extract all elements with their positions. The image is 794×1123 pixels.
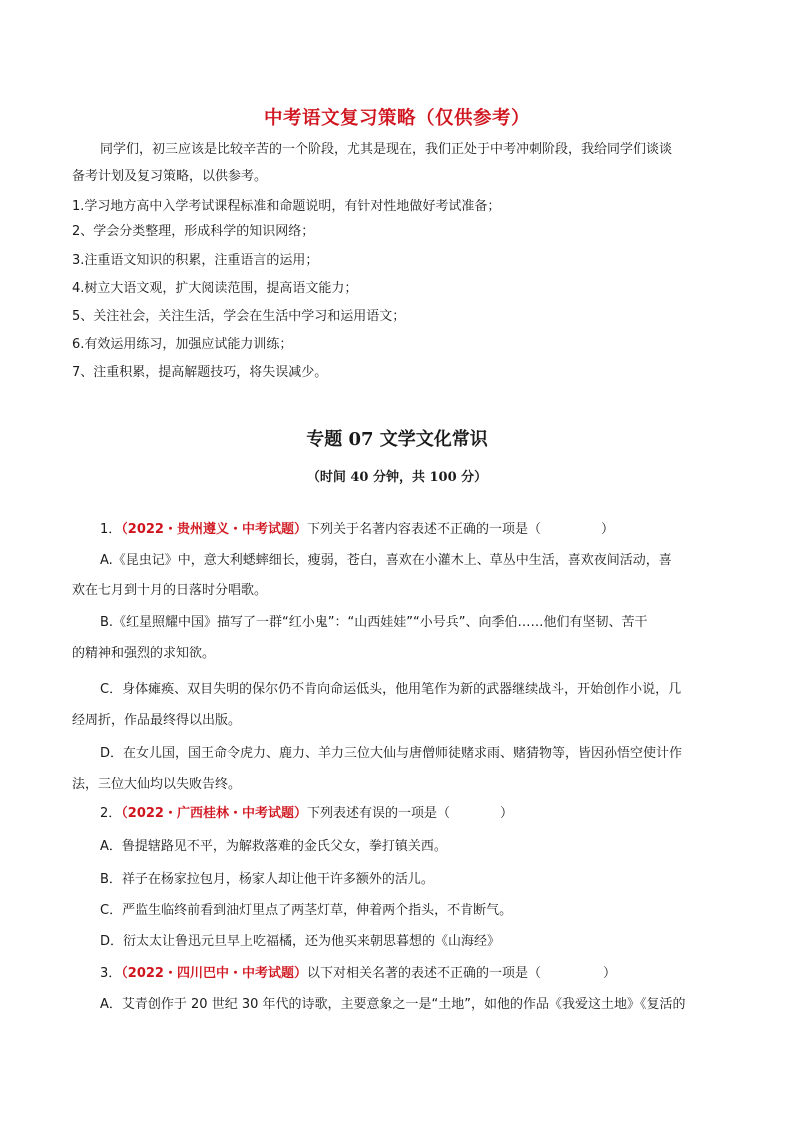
question-1-option-d-line-2: 法，三位大仙均以失败告终。 (72, 777, 242, 792)
strategy-item-3: 3.注重语文知识的积累，注重语言的运用； (72, 253, 319, 268)
question-2-source: （2022・广西桂林・中考试题） (121, 806, 307, 821)
question-1-option-b-line-2: 的精神和强烈的求知欲。 (72, 646, 216, 661)
question-1-option-c-line-1: C．身体瘫痪、双目失明的保尔仍不肯向命运低头，他用笔作为新的武器继续战斗，开始创作小说，几 (100, 682, 682, 697)
question-3-text: 以下对相关名著的表述不正确的一项是（ (306, 966, 541, 981)
question-3-number: 3． (100, 966, 122, 981)
question-2-option-c: C．严监生临终前看到油灯里点了两茎灯草，伸着两个指头，不肯断气。 (100, 903, 513, 918)
strategy-intro-line-1: 同学们，初三应该是比较辛苦的一个阶段，尤其是现在，我们正处于中考冲刺阶段，我给同学们谈谈 (100, 142, 673, 157)
question-2-option-b: B．祥子在杨家拉包月，杨家人却让他干许多额外的活儿。 (100, 872, 434, 887)
question-1-text: 下列关于名著内容表述不正确的一项是（ (306, 522, 541, 537)
question-1-option-a-line-2: 欢在七月到十月的日落时分唱歌。 (72, 583, 268, 598)
question-3-option-a-line-1: A．艾青创作于 20 世纪 30 年代的诗歌，主要意象之一是“土地”，如他的作品《我爱这土地》《复活的 (100, 997, 686, 1012)
question-2-option-d: D．衍太太让鲁迅元旦早上吃福橘，还为他买来朝思暮想的《山海经》 (100, 934, 501, 949)
question-1-stem (100, 521, 614, 539)
strategy-item-6: 6.有效运用练习，加强应试能力训练； (72, 337, 293, 352)
question-2-close: ） (499, 806, 513, 821)
question-2-text: 下列表述有误的一项是（ (306, 806, 450, 821)
strategy-title: 中考语文复习策略（仅供参考） (263, 108, 530, 129)
question-1-option-c-line-2: 经周折，作品最终得以出版。 (72, 713, 242, 728)
strategy-item-4: 4.树立大语文观，扩大阅读范围，提高语文能力； (72, 281, 358, 296)
question-1-option-a-line-1: A.《昆虫记》中，意大利蟋蟀细长，瘦弱，苍白，喜欢在小灌木上、草丛中生活，喜欢夜间活动，喜 (100, 553, 672, 568)
topic-time-note: （时间 40 分钟，共 100 分） (306, 470, 488, 485)
strategy-intro-line-2: 备考计划及复习策略，以供参考。 (72, 169, 268, 184)
topic-title: 专题 07 文学文化常识 (306, 429, 488, 450)
question-1-number: 1． (100, 522, 122, 537)
question-2-stem (100, 805, 513, 823)
question-2-number: 2． (100, 806, 122, 821)
question-3-stem (100, 965, 616, 983)
question-1-close: ） (600, 522, 614, 537)
strategy-item-7: 7、注重积累，提高解题技巧，将失误减少。 (72, 365, 328, 380)
strategy-item-5: 5、关注社会，关注生活，学会在生活中学习和运用语文； (72, 309, 406, 324)
question-1-option-d-line-1: D．在女儿国，国王命令虎力、鹿力、羊力三位大仙与唐僧师徒赌求雨、赌猜物等，皆因孙悟空使计作 (100, 746, 683, 761)
question-2-option-a: A．鲁提辖路见不平，为解救落难的金氏父女，拳打镇关西。 (100, 839, 447, 854)
question-3-source: （2022・四川巴中・中考试题） (121, 966, 307, 981)
question-3-close: ） (602, 966, 616, 981)
question-1-source: （2022・贵州遵义・中考试题） (121, 522, 307, 537)
question-1-option-b-line-1: B.《红星照耀中国》描写了一群“红小鬼”：“山西娃娃”“小号兵”、向季伯……他们有坚韧、苦干 (100, 615, 648, 630)
strategy-item-2: 2、学会分类整理，形成科学的知识网络； (72, 224, 315, 239)
strategy-item-1: 1.学习地方高中入学考试课程标准和命题说明，有针对性地做好考试准备； (72, 199, 501, 214)
